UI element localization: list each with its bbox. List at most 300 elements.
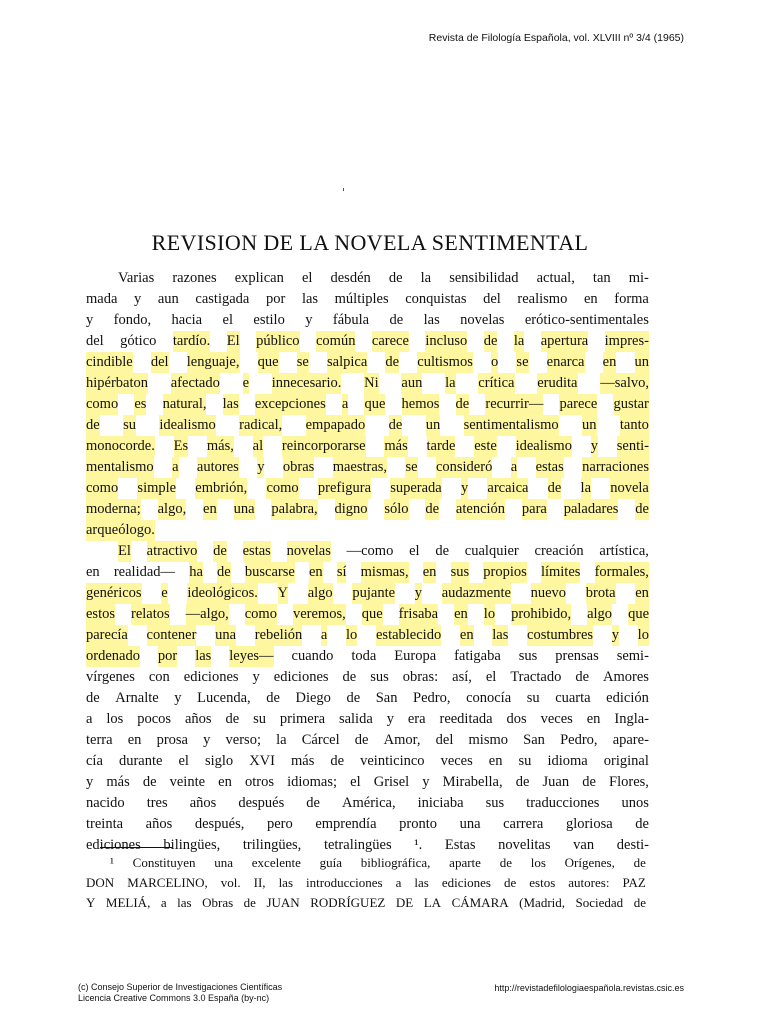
word: veces [440, 753, 473, 769]
word: ediciones [273, 669, 329, 685]
word: Es [174, 436, 189, 457]
word: que [364, 394, 385, 415]
body-line [86, 499, 649, 520]
word: de [86, 690, 100, 706]
word: vol. [220, 875, 241, 890]
word: atención [456, 499, 505, 520]
word: gótico [120, 333, 157, 349]
word: y [174, 690, 182, 706]
word: que [258, 352, 279, 373]
word: un [426, 415, 441, 436]
stray-mark: ' [342, 186, 346, 199]
word: sólo [384, 499, 408, 520]
word: idealismo [516, 436, 572, 457]
word: los [106, 711, 124, 727]
word: arcaica [487, 478, 528, 499]
word: del [483, 291, 501, 307]
word: en [635, 583, 649, 604]
word: idealismo [159, 415, 215, 436]
word: una [234, 499, 255, 520]
word: sí [337, 562, 347, 583]
word: Ingla- [614, 711, 649, 727]
word: idiomas; [287, 774, 338, 790]
word: veinticinco [360, 753, 425, 769]
word: treinta [86, 816, 124, 832]
word: que [362, 604, 383, 625]
word: de [484, 331, 498, 352]
word: su [526, 690, 540, 706]
word: erudita [537, 373, 577, 394]
article-body [86, 268, 649, 856]
word: algo [308, 583, 333, 604]
word: que [628, 604, 649, 625]
word: durante [118, 753, 163, 769]
word: aun [401, 373, 422, 394]
word: Y [278, 583, 288, 604]
word: van [573, 837, 595, 853]
word: ordenado [86, 646, 140, 667]
word: pocos [137, 711, 172, 727]
word: embrión, [195, 478, 247, 499]
word: la [276, 732, 287, 748]
word: fatigaba [454, 648, 501, 664]
word: así, [452, 669, 472, 685]
word: creación [534, 543, 584, 559]
word: XVI [249, 753, 275, 769]
word: enarca [547, 352, 585, 373]
body-line [86, 310, 649, 331]
word: es [134, 394, 146, 415]
word: de [142, 774, 157, 790]
word: relatos [131, 604, 170, 625]
word: Tractado [510, 669, 562, 685]
word: de [217, 562, 231, 583]
word: DE [395, 895, 414, 910]
word: sus [485, 795, 505, 811]
word: prohibido, [511, 604, 571, 625]
body-line [86, 373, 649, 394]
word: novelas [287, 541, 331, 562]
word: forma [614, 291, 649, 307]
word: el [350, 774, 361, 790]
word: veinte [169, 774, 206, 790]
body-line [86, 352, 649, 373]
word: Lucenda, [197, 690, 251, 706]
word: ediciones [441, 875, 491, 890]
word: mi- [628, 270, 649, 286]
word: un [635, 352, 650, 373]
word: toda [351, 648, 377, 664]
word: ediciones [86, 837, 141, 853]
word: veces [540, 711, 573, 727]
word: de [499, 855, 512, 870]
word: de [389, 415, 403, 436]
word: semi- [616, 648, 649, 664]
word: de [503, 875, 517, 890]
word: recurrir— [485, 394, 543, 415]
word: las [223, 394, 239, 415]
word: terra [86, 732, 113, 748]
word: de [389, 312, 404, 328]
word: apare- [612, 732, 649, 748]
word: realidad— [113, 564, 176, 580]
word: de [575, 669, 589, 685]
word: la [581, 478, 591, 499]
word: afectado [171, 373, 220, 394]
word: pujante [352, 583, 395, 604]
word: PAZ [622, 875, 646, 890]
word: y [386, 711, 394, 727]
word: cindible [86, 352, 133, 373]
word: los [530, 855, 546, 870]
word: su [253, 711, 266, 727]
body-line: arqueólogo. [86, 520, 155, 541]
word: de [635, 816, 649, 832]
word: RODRÍGUEZ [310, 895, 386, 910]
word: actual, [536, 270, 575, 286]
word: cía [86, 753, 103, 769]
word: realismo [517, 291, 568, 307]
word: Arnalte [115, 690, 159, 706]
word: frisaba [399, 604, 438, 625]
word: a [342, 394, 348, 415]
word: maestras, [333, 457, 387, 478]
word: Orígenes, [564, 855, 615, 870]
footnotes [86, 853, 646, 913]
word: cualquier [464, 543, 519, 559]
word: su [518, 753, 532, 769]
word: el [222, 312, 233, 328]
word: tardío. [173, 331, 210, 352]
word: y [422, 774, 430, 790]
body-line [86, 793, 649, 814]
word: como [86, 394, 118, 415]
word: artística, [599, 543, 649, 559]
word: idioma [547, 753, 588, 769]
word: palabra, [271, 499, 317, 520]
word: a [160, 895, 167, 910]
word: y [415, 583, 422, 604]
word: paladares [564, 499, 619, 520]
word: contener [147, 625, 197, 646]
body-line [86, 562, 649, 583]
word: del [435, 732, 454, 748]
word: y [461, 478, 468, 499]
word: parece [559, 394, 597, 415]
body-line [86, 604, 649, 625]
word: las [423, 312, 440, 328]
word: salida [338, 711, 373, 727]
word: tetralingües [323, 837, 392, 853]
word: de [515, 774, 530, 790]
word: cultismos [417, 352, 473, 373]
word: obras: [402, 669, 439, 685]
word: II, [253, 875, 266, 890]
word: mentalismo [86, 457, 154, 478]
word: conocía [466, 690, 512, 706]
word: una [214, 855, 234, 870]
word: su [123, 415, 136, 436]
word: el [485, 669, 497, 685]
word: prosa [156, 732, 188, 748]
word: veremos, [293, 604, 346, 625]
word: original [603, 753, 649, 769]
body-line [86, 583, 649, 604]
word: se [297, 352, 309, 373]
body-line [86, 709, 649, 730]
word: de [306, 795, 320, 811]
body-line [86, 541, 649, 562]
body-line [86, 331, 649, 352]
word: de [425, 499, 439, 520]
word: primera [279, 711, 326, 727]
word: tres [146, 795, 168, 811]
word: El [227, 331, 240, 352]
word: de [342, 669, 357, 685]
word: de [225, 711, 240, 727]
word: Mirabella, [442, 774, 503, 790]
word: con [148, 669, 170, 685]
footer-url-link[interactable]: http://revistadefilologiaespañola.revistas.csic.es [494, 983, 684, 993]
word: novela [610, 478, 649, 499]
word: como [245, 604, 277, 625]
word: las [195, 646, 211, 667]
word: en [488, 753, 503, 769]
word: leyes— [229, 646, 273, 667]
word: para [522, 499, 547, 520]
word: en [460, 625, 474, 646]
word: después [238, 795, 285, 811]
word: de [385, 352, 399, 373]
word: gloriosa [565, 816, 613, 832]
word: atractivo [147, 541, 198, 562]
word: vírgenes [86, 669, 135, 685]
article-title: REVISION DE LA NOVELA SENTIMENTAL [151, 230, 589, 255]
body-line [86, 730, 649, 751]
word: o [491, 352, 498, 373]
body-line [86, 688, 649, 709]
word: estas [243, 541, 271, 562]
word: en [423, 562, 437, 583]
word: establecido [376, 625, 441, 646]
word: aun [157, 291, 179, 307]
word: Flores, [609, 774, 649, 790]
word: Grisel [373, 774, 410, 790]
word: en [86, 564, 100, 580]
word: San [375, 690, 398, 706]
footnote-divider [100, 847, 172, 848]
body-line [86, 457, 649, 478]
word: MARCELINO, [127, 875, 208, 890]
word: cuarta [555, 690, 591, 706]
word: de [435, 543, 450, 559]
word: otros [244, 774, 274, 790]
word: excelente [251, 855, 301, 870]
word: Varias [118, 270, 155, 286]
word: y [203, 732, 211, 748]
word: común [316, 331, 355, 352]
word: razones [172, 270, 217, 286]
word: natural, [163, 394, 207, 415]
word: JUAN [266, 895, 300, 910]
body-line [86, 814, 649, 835]
word: público [256, 331, 300, 352]
word: CÁMARA [451, 895, 509, 910]
word: DON [86, 875, 115, 890]
word: bibliográfica, [360, 855, 431, 870]
word: de [346, 690, 361, 706]
word: carrera [503, 816, 544, 832]
word: (Madrid, [519, 895, 566, 910]
word: y [252, 669, 260, 685]
word: erótico-sentimentales [524, 312, 649, 328]
word: —algo, [186, 604, 229, 625]
footer-copyright: (c) Consejo Superior de Investigaciones Científicas [78, 982, 283, 992]
word: el [301, 270, 313, 286]
word: y [591, 436, 598, 457]
word: ediciones [183, 669, 239, 685]
word: de [548, 478, 562, 499]
word: límites [541, 562, 580, 583]
footnote-line [86, 853, 646, 873]
word: San [523, 732, 545, 748]
word: en [454, 604, 468, 625]
word: y [612, 625, 619, 646]
word: en [583, 291, 598, 307]
word: más, [207, 436, 234, 457]
word: un [582, 415, 597, 436]
word: se [516, 352, 528, 373]
word: audazmente [442, 583, 511, 604]
word: fondo, [113, 312, 152, 328]
word: iniciaba [417, 795, 464, 811]
word: monocorde. [86, 436, 155, 457]
body-line [86, 667, 649, 688]
word: lo [484, 604, 495, 625]
word: la [420, 270, 432, 286]
word: autores: [568, 875, 610, 890]
footnote-line [86, 893, 646, 913]
body-line [86, 394, 649, 415]
word: se [405, 457, 417, 478]
word: digno [335, 499, 368, 520]
word: —como [346, 543, 394, 559]
body-line [86, 772, 649, 793]
word: múltiples [334, 291, 389, 307]
word: América, [342, 795, 396, 811]
word: Diego [295, 690, 331, 706]
word: brota [586, 583, 616, 604]
word: las [414, 875, 429, 890]
word: por [265, 291, 286, 307]
word: al [253, 436, 263, 457]
footer-copyright-block [78, 982, 282, 1004]
word: Juan [542, 774, 570, 790]
word: era [407, 711, 426, 727]
word: castigada [195, 291, 250, 307]
word: del [86, 333, 104, 349]
word: más [106, 774, 130, 790]
word: sentimentalismo [464, 415, 559, 436]
word: El [118, 541, 131, 562]
word: senti- [617, 436, 649, 457]
word: estos [86, 604, 115, 625]
word: Estas [444, 837, 476, 853]
word: Amor, [383, 732, 421, 748]
word: simple [137, 478, 176, 499]
word: novelas [460, 312, 505, 328]
word: traducciones [526, 795, 600, 811]
word: en [309, 562, 323, 583]
word: después, [194, 816, 245, 832]
word: el [178, 753, 189, 769]
word: la [514, 331, 524, 352]
word: la [445, 373, 455, 394]
word: de [354, 732, 369, 748]
word: a [86, 711, 93, 727]
word: Obras [202, 895, 234, 910]
word: obras [283, 457, 314, 478]
word: años [184, 711, 212, 727]
word: las [278, 875, 294, 890]
body-line [86, 625, 649, 646]
word: e [161, 583, 167, 604]
word: y [134, 291, 142, 307]
word: mismas, [361, 562, 409, 583]
body-line [86, 646, 649, 667]
footnote-line [86, 873, 646, 893]
word: más [384, 436, 407, 457]
word: Europa [394, 648, 437, 664]
word: sus [370, 669, 389, 685]
word: hemos [402, 394, 440, 415]
word: rebelión [255, 625, 303, 646]
word: verso; [225, 732, 261, 748]
word: en [586, 711, 601, 727]
word: unos [621, 795, 649, 811]
word: incluso [425, 331, 467, 352]
word: y [86, 774, 94, 790]
body-line [86, 415, 649, 436]
word: ¹ [110, 855, 114, 870]
footer-license: Licencia Creative Commons 3.0 España (by-nc) [78, 993, 270, 1003]
word: lo [638, 625, 649, 646]
word: propios [483, 562, 527, 583]
word: —salvo, [600, 373, 649, 394]
body-line [86, 289, 649, 310]
word: a [395, 875, 402, 890]
word: genéricos [86, 583, 142, 604]
word: impres- [605, 331, 649, 352]
word: de [243, 895, 256, 910]
word: y [86, 312, 94, 328]
word: estilo [253, 312, 285, 328]
word: de [388, 270, 403, 286]
word: sus [518, 648, 538, 664]
word: lo [346, 625, 357, 646]
word: siglo [204, 753, 234, 769]
word: las [177, 895, 192, 910]
word: sus [451, 562, 470, 583]
word: edición [606, 690, 649, 706]
word: ha [189, 562, 203, 583]
body-line [86, 478, 649, 499]
word: tanto [620, 415, 649, 436]
word: años [189, 795, 217, 811]
word: LA [423, 895, 442, 910]
word: una [215, 625, 236, 646]
word: formales, [595, 562, 649, 583]
